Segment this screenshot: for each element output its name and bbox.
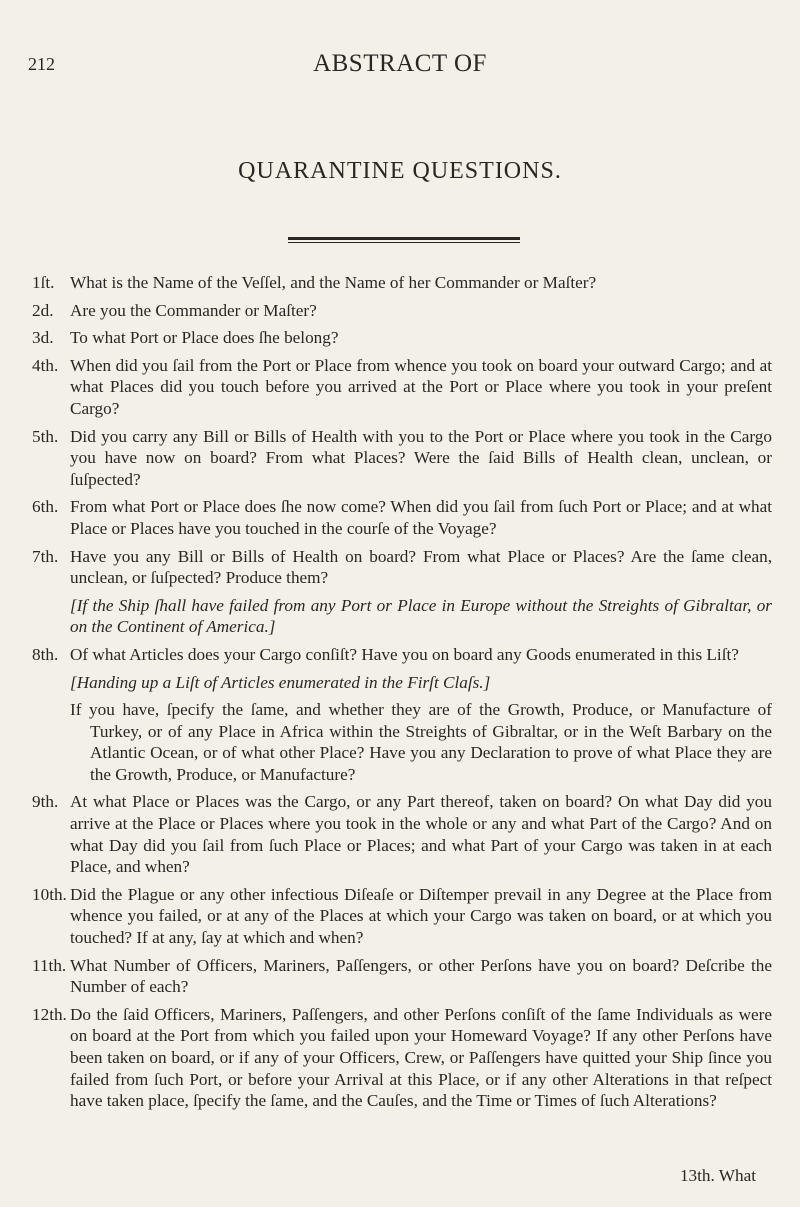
- list-note: [32, 672, 772, 694]
- question-number: 8th.: [32, 644, 59, 664]
- question-text: What Number of Officers, Mariners, Paſſengers, or other Perſons have you on board? Deſcribe the Number of each?: [70, 955, 772, 997]
- question-text: Did you carry any Bill or Bills of Health with you to the Port or Place where you took in the Cargo you have now on board? From what Places? Were the ſaid Bills of Health clean, unclean, or ſuſpected?: [70, 426, 772, 489]
- question-number: 3d.: [32, 328, 54, 348]
- question-text: Did the Plague or any other infectious Diſeaſe or Diſtemper prevail in any Degree at the Place from whence you failed, or at any of the Places at which your Cargo was taken on board, or at which you touched? If at any, ſay at which and when?: [70, 884, 772, 948]
- question-text: Have you any Bill or Bills of Health on board? From what Place or Places? Are the ſame clean, unclean, or ſuſpected? Produce them?: [70, 546, 772, 588]
- question-text: At what Place or Places was the Cargo, or any Part thereof, taken on board? On what Day did you arrive at the Place or Places where you took in the whole or any and what Part of the Cargo? And on what Day did you ſail from ſuch Place or Places; and what Part of your Cargo was taken in at each Place, and when?: [70, 792, 772, 877]
- question-text: Do the ſaid Officers, Mariners, Paſſengers, and other Perſons conſiſt of the ſame Individuals as were on board at the Port from which you failed upon your Homeward Voyage? If any other Perſons have been taken on board, or if any of your Officers, Crew, or Paſſengers have quitted your Ship ſince you failed from ſuch Port, or before your Arrival at this Place, or if any other Alterations in that reſpect have taken place, ſpecify the ſame, and the Cauſes, and the Time or Times of ſuch Alterations?: [70, 1004, 772, 1111]
- question-12: [32, 1004, 772, 1112]
- page-title: QUARANTINE QUESTIONS.: [238, 158, 562, 184]
- question-number: 5th.: [32, 426, 59, 446]
- question-7: [32, 546, 772, 589]
- question-text: Of what Articles does your Cargo conſiſt? Have you on board any Goods enumerated in this Liſt?: [70, 644, 739, 664]
- question-text: To what Port or Place does ſhe belong?: [70, 328, 339, 348]
- question-2: [32, 300, 772, 322]
- questions-list: [32, 272, 772, 1118]
- title-rule: [288, 237, 520, 243]
- catchword: 13th. What: [679, 1166, 756, 1185]
- question-text: When did you ſail from the Port or Place from whence you took on board your outward Cargo; and at what Places did you touch before you arrived at the Port or Place where you took in your preſent Cargo?: [70, 355, 772, 418]
- note-text: [Handing up a Liſt of Articles enumerated in the Firſt Claſs.]: [70, 672, 491, 692]
- question-number: 1ſt.: [32, 273, 55, 292]
- question-number: 11th.: [32, 955, 67, 975]
- ship-note: [32, 595, 772, 638]
- question-5: [32, 426, 772, 491]
- question-number: 9th.: [32, 792, 59, 812]
- running-head: ABSTRACT OF: [313, 50, 487, 77]
- question-number: 6th.: [32, 497, 59, 517]
- question-text: What is the Name of the Veſſel, and the Name of her Commander or Maſter?: [70, 273, 597, 292]
- question-number: 12th.: [32, 1004, 67, 1024]
- question-4: [32, 355, 772, 420]
- question-number: 10th.: [32, 884, 67, 904]
- question-number: 4th.: [32, 355, 59, 375]
- question-11: [32, 955, 772, 998]
- question-3: [32, 327, 772, 349]
- question-8: [32, 644, 772, 666]
- question-10: [32, 884, 772, 949]
- page-number: 212: [28, 54, 55, 74]
- question-6: [32, 496, 772, 539]
- question-text: From what Port or Place does ſhe now come? When did you ſail from ſuch Port or Place; and at what Place or Places have you touched in the courſe of the Voyage?: [70, 497, 772, 538]
- question-8-followup: If you have, ſpecify the ſame, and whether they are of the Growth, Produce, or Manufacture of Turkey, or of any Place in Africa within the Streights of Gibraltar, or in the Weſt Barbary on the Atlantic Ocean, or of what other Place? Have you any Declaration to prove of what Place they are the Growth, Produce, or Manufacture?: [70, 700, 772, 784]
- question-number: 7th.: [32, 546, 59, 566]
- note-text: [If the Ship ſhall have failed from any Port or Place in Europe without the Streights of Gibraltar, or on the Continent of America.]: [70, 595, 772, 637]
- question-9: [32, 791, 772, 877]
- question-1: [32, 272, 772, 294]
- question-text: Are you the Commander or Maſter?: [70, 300, 317, 320]
- question-number: 2d.: [32, 300, 54, 320]
